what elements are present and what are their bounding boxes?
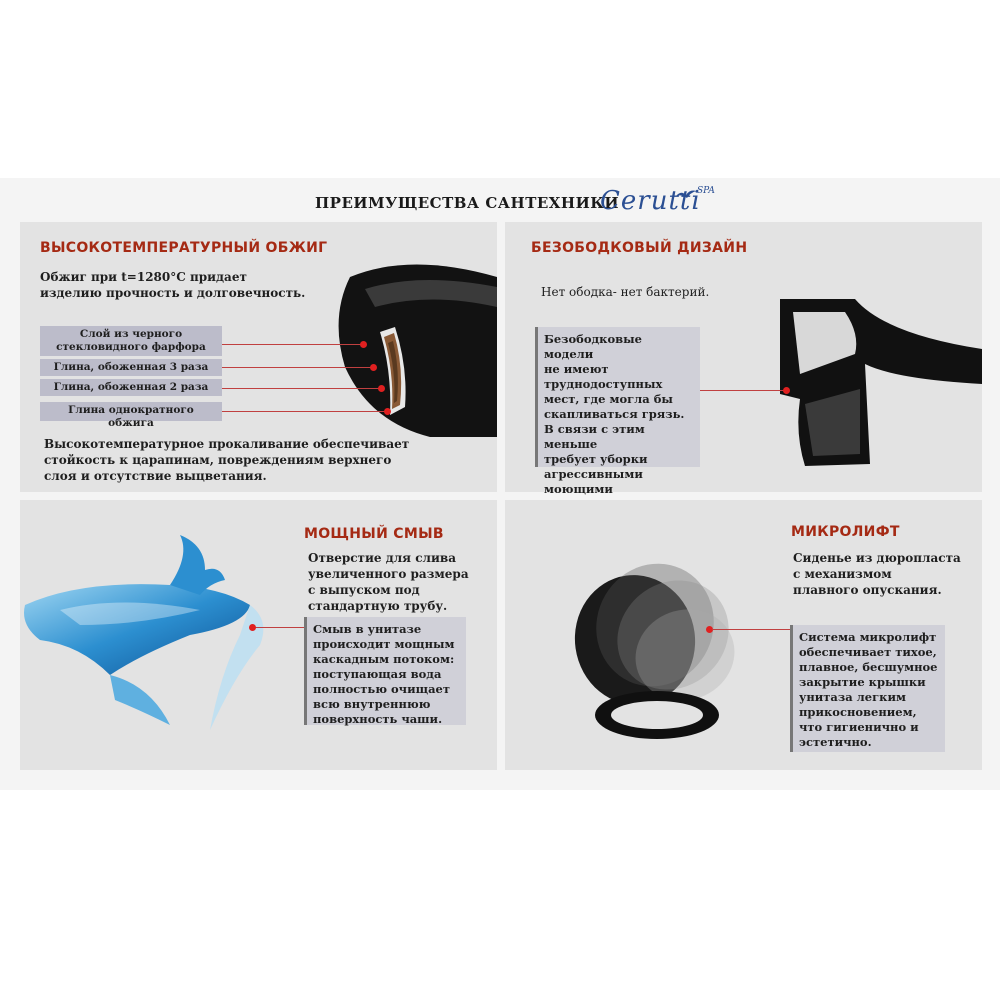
flush-title: МОЩНЫЙ СМЫВ bbox=[304, 526, 444, 542]
flush-info-box: Смыв в унитазе происходит мощным каскадным потоком: поступающая вода полностью очищает всю внутреннюю поверхность чаши. bbox=[304, 617, 466, 725]
flush-leader bbox=[254, 627, 304, 628]
flush-desc-1: Отверстие для слива bbox=[308, 551, 456, 565]
brand-logo: Cerutti bbox=[600, 186, 701, 216]
rimless-leader bbox=[700, 390, 784, 391]
layer-label-3: Глина, обоженная 2 раза bbox=[40, 379, 222, 396]
microlift-desc-2: с механизмом bbox=[793, 567, 892, 581]
page-title: ПРЕИМУЩЕСТВА САНТЕХНИКИ bbox=[315, 194, 620, 212]
microlift-info-box: Система микролифт обеспечивает тихое, плавное, бесшумное закрытие крышки унитаза легким прикосновением, что гигиенично и эстетично. bbox=[790, 625, 945, 752]
microlift-desc-3: плавного опускания. bbox=[793, 583, 942, 597]
firing-title: ВЫСОКОТЕМПЕРАТУРНЫЙ ОБЖИГ bbox=[40, 240, 328, 256]
bird-icon bbox=[675, 188, 697, 200]
layer-label-4: Глина однократного обжига bbox=[40, 402, 222, 421]
panel-microlift bbox=[505, 500, 982, 770]
toilet-seat-image bbox=[555, 535, 735, 750]
flush-desc-4: стандартную трубу. bbox=[308, 599, 448, 613]
layer-leader-1 bbox=[222, 344, 362, 345]
firing-footer-2: стойкость к царапинам, повреждениям верхнего bbox=[44, 453, 392, 467]
bowl-cross-section-image bbox=[320, 247, 497, 437]
microlift-title: МИКРОЛИФТ bbox=[791, 524, 900, 540]
header bbox=[0, 186, 1000, 222]
firing-footer-1: Высокотемпературное прокаливание обеспечивает bbox=[44, 437, 410, 451]
firing-footer-3: слоя и отсутствие выцветания. bbox=[44, 469, 267, 483]
layer-marker-3 bbox=[378, 385, 385, 392]
flush-marker bbox=[249, 624, 256, 631]
rimless-subtitle: Нет ободка- нет бактерий. bbox=[541, 285, 710, 299]
rimless-info-box: Безободковые модели не имеют труднодоступных мест, где могла бы скапливаться грязь. В связи с этим меньше требует уборки агрессивными моющими bbox=[535, 327, 700, 467]
firing-intro-1: Обжиг при t=1280°C придает bbox=[40, 270, 247, 284]
layer-label-2: Глина, обоженная 3 раза bbox=[40, 359, 222, 376]
rimless-title: БЕЗОБОДКОВЫЙ ДИЗАЙН bbox=[531, 240, 748, 256]
brand-suffix: SPA bbox=[697, 186, 715, 196]
panel-rimless bbox=[505, 222, 982, 496]
layer-leader-4 bbox=[222, 411, 386, 412]
microlift-desc-1: Сиденье из дюропласта bbox=[793, 551, 961, 565]
layer-leader-2 bbox=[222, 367, 372, 368]
layer-marker-4 bbox=[384, 408, 391, 415]
flush-desc-2: увеличенного размера bbox=[308, 567, 469, 581]
layer-marker-2 bbox=[370, 364, 377, 371]
layer-leader-3 bbox=[222, 388, 382, 389]
flush-desc-3: с выпуском под bbox=[308, 583, 420, 597]
rimless-marker bbox=[783, 387, 790, 394]
water-flush-image bbox=[20, 525, 280, 745]
microlift-leader bbox=[712, 629, 790, 630]
layer-label-1: Слой из черного стекловидного фарфора bbox=[40, 326, 222, 356]
rimless-profile-image bbox=[775, 294, 982, 474]
panel-flush bbox=[20, 500, 497, 770]
layer-marker-1 bbox=[360, 341, 367, 348]
panel-firing bbox=[20, 222, 497, 492]
firing-intro-2: изделию прочность и долговечность. bbox=[40, 286, 306, 300]
